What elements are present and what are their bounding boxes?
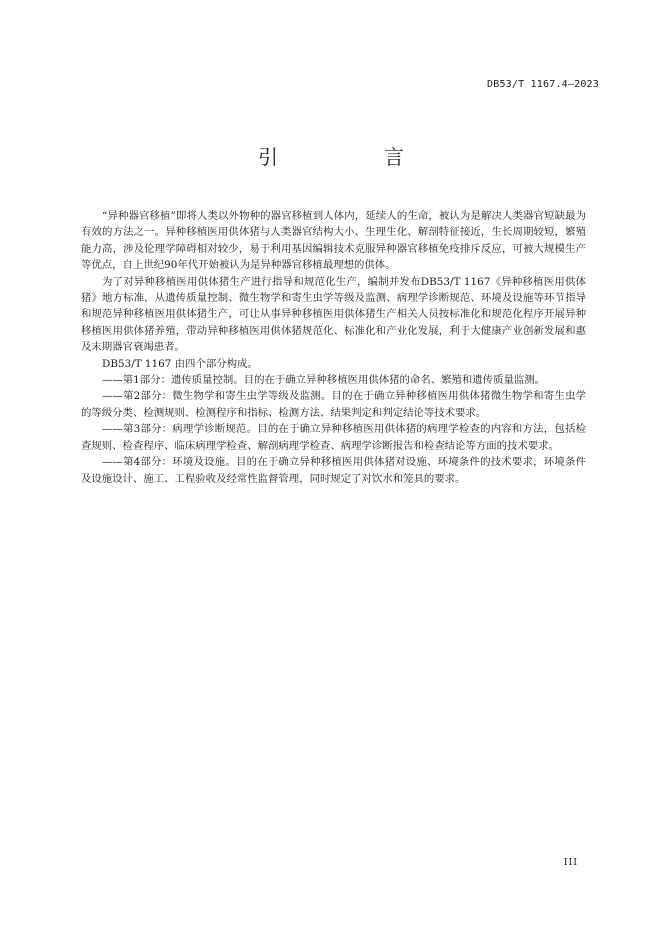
page-title: 引 言 — [258, 145, 426, 169]
intro-paragraph: “异种器官移植”即将人类以外物种的器官移植到人体内，延续人的生命，被认为是解决人类器官短缺最为有效的方法之一。异种移植医用供体猪与人类器官结构大小、生理生化、解剖特征接近，生长周期较短，繁殖能力高，涉及伦理学障碍相对较少，易于利用基因编辑技术克服异种器官移植免疫排斥反应，可被大规模生产等优点，自上世纪90年代开始被认为是异种器官移植最理想的供体。 — [81, 210, 586, 272]
purpose-paragraph: 为了对异种移植医用供体猪生产进行指导和规范化生产，编制并发布DB53/T 1167《异种移植医用供体猪》地方标准，从遗传质量控制、微生物学和寄生虫学等级及监测、病理学诊断规范、环境及设施等环节指导和规范异种移植医用供体猪生产，可让从事异种移植医用供体猪生产相关人员按标准化和规范化程序开展异种移植医用供体猪养殖，带动异种移植医用供体猪规范化、标准化和产业化发展，利于大健康产业创新发展和惠及末期器官衰竭患者。 — [81, 275, 586, 354]
document-code: DB53/T 1167.4—2023 — [487, 79, 599, 90]
part-2-item: ——第2部分：微生物学和寄生虫学等级及监测。目的在于确立异种移植医用供体猪微生物学和寄生虫学的等级分类、检测规则、检测程序和指标、检测方法、结果判定和判定结论等技术要求。 — [81, 390, 586, 419]
structure-paragraph: DB53/T 1167 由四个部分构成。 — [102, 357, 258, 370]
document-body — [81, 208, 586, 487]
part-4-item: ——第4部分：环境及设施。目的在于确立异种移植医用供体猪对设施、环境条件的技术要求，环境条件及设施设计、施工、工程验收及经常性监督管理，同时规定了对饮水和笼具的要求。 — [81, 456, 586, 485]
page-number: III — [563, 857, 578, 868]
part-3-item: ——第3部分：病理学诊断规范。目的在于确立异种移植医用供体猪的病理学检查的内容和方法，包括检查规则、检查程序、临床病理学检查、解剖病理学检查、病理学诊断报告和检查结论等方面的技术要求。 — [81, 423, 586, 452]
part-1-item: ——第1部分：遗传质量控制。目的在于确立异种移植医用供体猪的命名、繁殖和遗传质量监测。 — [102, 374, 546, 387]
